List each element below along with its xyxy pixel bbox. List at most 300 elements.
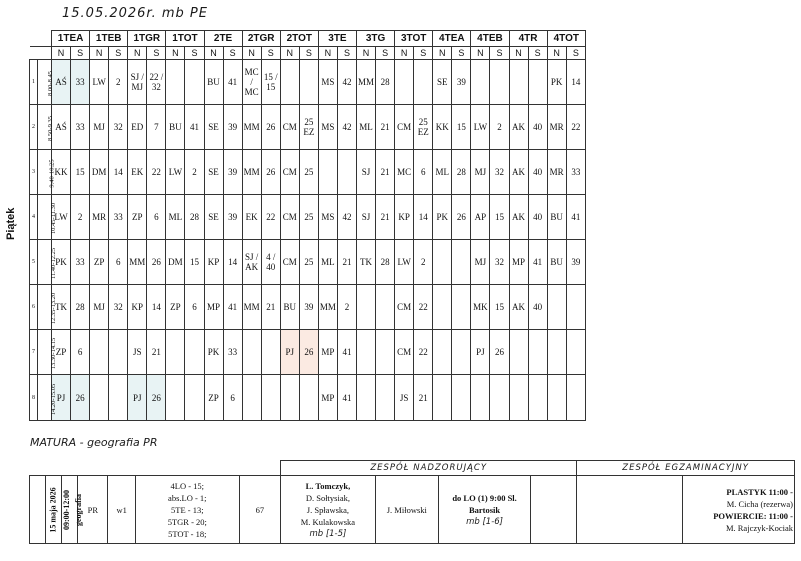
room-cell: 15 [490, 285, 509, 330]
room-cell: 15 / 15 [261, 60, 280, 105]
room-cell: 15 [185, 240, 204, 285]
schedule-row [30, 195, 586, 240]
room-cell: 26 [299, 330, 318, 375]
room-cell: 39 [223, 195, 242, 240]
room-cell: 40 [528, 195, 547, 240]
room-cell: 25 EZ [414, 105, 433, 150]
room-cell: 42 [337, 60, 356, 105]
room-cell: 33 [223, 330, 242, 375]
lesson-time: 13.30-14.15 [38, 330, 52, 375]
sub-header: S [299, 47, 318, 60]
room-cell: 41 [566, 195, 585, 240]
teacher-cell: AP [471, 195, 490, 240]
room-cell: 33 [109, 195, 128, 240]
room-cell: 14 [109, 150, 128, 195]
class-header: 3TG [357, 31, 395, 47]
room-cell: 41 [337, 375, 356, 421]
teacher-cell: ML [433, 150, 452, 195]
schedule-row [30, 285, 586, 330]
room-cell [185, 375, 204, 421]
teacher-cell [471, 375, 490, 421]
room-cell: 41 [223, 60, 242, 105]
room-cell: 4 / 40 [261, 240, 280, 285]
teacher-cell: PJ [280, 330, 299, 375]
teacher-cell: LW [395, 240, 414, 285]
room-cell: 22 [147, 150, 166, 195]
exam-notes: PLASTYK 11:00 - M. Cicha (rezerwa) POWIERCIE: 11:00 - M. Rajczyk-Kociak [683, 476, 795, 544]
teacher-cell: ML [166, 195, 185, 240]
room-cell: 32 [490, 150, 509, 195]
room-cell: 21 [376, 105, 395, 150]
room-cell [528, 330, 547, 375]
room-cell: 26 [71, 375, 90, 421]
room-cell: 22 [566, 105, 585, 150]
sub-header: N [318, 47, 337, 60]
room-cell: 39 [299, 285, 318, 330]
room-cell: 21 [261, 285, 280, 330]
sub-header: N [357, 47, 376, 60]
room-cell: 25 EZ [299, 105, 318, 150]
room-cell: 32 [490, 240, 509, 285]
room-cell: 39 [223, 105, 242, 150]
room-cell: 40 [528, 285, 547, 330]
teacher-cell: JS [128, 330, 147, 375]
teacher-cell [547, 375, 566, 421]
teacher-cell: CM [395, 285, 414, 330]
teacher-cell: PJ [471, 330, 490, 375]
sub-header: S [414, 47, 433, 60]
class-header: 1TGR [128, 31, 166, 47]
sub-header: N [395, 47, 414, 60]
exam-date: 15 maja 2026 [30, 476, 46, 544]
room-cell: 6 [147, 195, 166, 240]
room-cell: 40 [528, 150, 547, 195]
schedule-row [30, 60, 586, 105]
sub-header: N [471, 47, 490, 60]
class-header: 3TE [318, 31, 356, 47]
teacher-cell: MC [395, 150, 414, 195]
teacher-cell: SJ / MJ [128, 60, 147, 105]
teacher-cell [395, 60, 414, 105]
teacher-cell [433, 375, 452, 421]
teacher-cell: MR [90, 195, 109, 240]
teacher-cell: CM [395, 105, 414, 150]
exam-subject: geografia [62, 476, 78, 544]
teacher-cell: KP [204, 240, 223, 285]
room-cell [566, 330, 585, 375]
lesson-number: 4 [30, 195, 38, 240]
teacher-cell: PK [52, 240, 71, 285]
sub-header: S [185, 47, 204, 60]
teacher-cell: MR [547, 150, 566, 195]
room-cell [528, 60, 547, 105]
room-cell: 6 [223, 375, 242, 421]
room-cell: 41 [528, 240, 547, 285]
room-cell: 26 [490, 330, 509, 375]
teacher-cell: PK [433, 195, 452, 240]
room-cell: 2 [337, 285, 356, 330]
teacher-cell: PK [204, 330, 223, 375]
room-cell: 41 [223, 285, 242, 330]
room-cell: 39 [452, 60, 471, 105]
sub-header: N [433, 47, 452, 60]
exam-groups: 4LO - 15; abs.LO - 1; 5TE - 13; 5TGR - 20; 5TOT - 18; [135, 476, 239, 544]
room-cell: 28 [452, 150, 471, 195]
room-cell: 6 [185, 285, 204, 330]
lesson-time: 12.35-13.20 [38, 285, 52, 330]
teacher-cell [166, 330, 185, 375]
sub-header: N [52, 47, 71, 60]
room-cell: 33 [71, 105, 90, 150]
lesson-time: 9.40-10.25 [38, 150, 52, 195]
teacher-cell: MM [318, 285, 337, 330]
schedule-table [29, 30, 586, 421]
room-cell: 25 [299, 195, 318, 240]
teacher-cell: ED [128, 105, 147, 150]
sub-header: N [128, 47, 147, 60]
teacher-cell: CM [395, 330, 414, 375]
sub-header: S [337, 47, 356, 60]
schedule-row [30, 105, 586, 150]
teacher-cell: EK [128, 150, 147, 195]
teacher-cell [242, 375, 261, 421]
teacher-cell: JS [395, 375, 414, 421]
teacher-cell: LW [166, 150, 185, 195]
room-cell [376, 330, 395, 375]
room-cell: 14 [566, 60, 585, 105]
room-cell: 21 [414, 375, 433, 421]
teacher-cell: ZP [52, 330, 71, 375]
teacher-cell: MS [318, 105, 337, 150]
teacher-cell: LW [90, 60, 109, 105]
teacher-cell [547, 330, 566, 375]
class-header: 1TEA [52, 31, 90, 47]
teacher-cell: SJ [357, 195, 376, 240]
teacher-cell [90, 375, 109, 421]
schedule-row [30, 375, 586, 421]
teacher-cell: MM [242, 150, 261, 195]
room-cell: 40 [528, 105, 547, 150]
lesson-number: 5 [30, 240, 38, 285]
class-header: 2TGR [242, 31, 280, 47]
exam-time: 09:00-12:00 [46, 476, 62, 544]
room-cell: 2 [414, 240, 433, 285]
header-note: 15.05.2026r. mb PE [62, 6, 208, 21]
teacher-cell: ZP [90, 240, 109, 285]
teacher-cell [242, 330, 261, 375]
teacher-cell [357, 375, 376, 421]
teacher-cell: KK [52, 150, 71, 195]
room-cell: 21 [337, 240, 356, 285]
lesson-number: 6 [30, 285, 38, 330]
teacher-cell [280, 375, 299, 421]
teacher-cell [166, 375, 185, 421]
room-cell [261, 330, 280, 375]
room-cell: 15 [71, 150, 90, 195]
teacher-cell: LW [52, 195, 71, 240]
room-cell: 25 [299, 150, 318, 195]
sub-header: N [242, 47, 261, 60]
teacher-cell: SE [433, 60, 452, 105]
teacher-cell: MJ [90, 285, 109, 330]
sub-header: N [509, 47, 528, 60]
class-header: 1TOT [166, 31, 204, 47]
lesson-number: 8 [30, 375, 38, 421]
teacher-cell: BU [204, 60, 223, 105]
teacher-cell: SJ / AK [242, 240, 261, 285]
room-cell: 42 [337, 105, 356, 150]
teacher-cell: AK [509, 105, 528, 150]
teacher-cell: SJ [357, 150, 376, 195]
room-cell: 41 [337, 330, 356, 375]
teacher-cell: KP [128, 285, 147, 330]
room-cell: 22 [414, 285, 433, 330]
lesson-time: 8.50-9.35 [38, 105, 52, 150]
room-cell: 22 [261, 195, 280, 240]
teacher-cell: CM [280, 105, 299, 150]
room-cell [414, 60, 433, 105]
teacher-cell: MK [471, 285, 490, 330]
day-label: Piątek [5, 207, 17, 240]
teacher-cell [166, 60, 185, 105]
lesson-number: 1 [30, 60, 38, 105]
teacher-cell: DM [90, 150, 109, 195]
schedule-row [30, 240, 586, 285]
sub-header: N [547, 47, 566, 60]
teacher-cell: MJ [471, 240, 490, 285]
room-cell: 6 [71, 330, 90, 375]
teacher-cell: LW [471, 105, 490, 150]
room-cell: 2 [109, 60, 128, 105]
teacher-cell: MP [509, 240, 528, 285]
room-cell: 39 [566, 240, 585, 285]
teacher-cell: MP [204, 285, 223, 330]
exam-table [29, 460, 795, 544]
exam-formula: w1 [108, 476, 136, 544]
teacher-cell [280, 60, 299, 105]
room-cell: 42 [337, 195, 356, 240]
teacher-cell: CM [280, 195, 299, 240]
room-cell: 22 / 32 [147, 60, 166, 105]
sub-header: N [280, 47, 299, 60]
room-cell [528, 375, 547, 421]
room-cell: 25 [299, 240, 318, 285]
teacher-cell: TK [357, 240, 376, 285]
teacher-cell: MP [318, 375, 337, 421]
teacher-cell: AK [509, 285, 528, 330]
lesson-time: 11.40-12.25 [38, 240, 52, 285]
teacher-cell [509, 60, 528, 105]
teacher-cell: PK [547, 60, 566, 105]
class-header: 4TR [509, 31, 547, 47]
class-header: 2TE [204, 31, 242, 47]
room-cell [299, 375, 318, 421]
teacher-cell: AŚ [52, 60, 71, 105]
sub-header: S [71, 47, 90, 60]
teacher-cell: CM [280, 150, 299, 195]
sub-header: N [166, 47, 185, 60]
room-cell: 6 [414, 150, 433, 195]
teacher-cell: EK [242, 195, 261, 240]
examining-team-header: ZESPÓŁ EGZAMINACYJNY [577, 461, 795, 476]
room-cell: 21 [376, 150, 395, 195]
room-cell: 6 [109, 240, 128, 285]
exam-member: J. Miłowski [375, 476, 438, 544]
class-header: 3TOT [395, 31, 433, 47]
teacher-cell: MC / MC [242, 60, 261, 105]
teacher-cell: BU [280, 285, 299, 330]
teacher-cell: MM [128, 240, 147, 285]
sub-header: S [376, 47, 395, 60]
teacher-cell: MM [357, 60, 376, 105]
exam-level: PR [78, 476, 108, 544]
teacher-cell: ML [357, 105, 376, 150]
teacher-cell: CM [280, 240, 299, 285]
class-header: 2TOT [280, 31, 318, 47]
room-cell: 26 [261, 105, 280, 150]
teacher-cell [357, 330, 376, 375]
teacher-cell: AŚ [52, 105, 71, 150]
teacher-cell: MJ [471, 150, 490, 195]
teacher-cell [357, 285, 376, 330]
room-cell: 26 [452, 195, 471, 240]
teacher-cell: MJ [90, 105, 109, 150]
room-cell: 14 [147, 285, 166, 330]
room-cell: 28 [376, 240, 395, 285]
room-cell [109, 330, 128, 375]
teacher-cell [433, 240, 452, 285]
sub-header: S [147, 47, 166, 60]
sub-header: S [261, 47, 280, 60]
room-cell: 2 [71, 195, 90, 240]
teacher-cell: MP [318, 330, 337, 375]
room-cell [452, 240, 471, 285]
room-cell [109, 375, 128, 421]
matura-note: MATURA - geografia PR [30, 436, 158, 449]
room-cell [261, 375, 280, 421]
lesson-time: 14.20-15.05 [38, 375, 52, 421]
room-cell: 2 [490, 105, 509, 150]
schedule-row [30, 150, 586, 195]
room-cell: 26 [147, 240, 166, 285]
room-cell [490, 60, 509, 105]
room-cell: 2 [185, 150, 204, 195]
teacher-cell: ML [318, 240, 337, 285]
room-cell [299, 60, 318, 105]
lesson-number: 7 [30, 330, 38, 375]
lesson-number: 2 [30, 105, 38, 150]
exam-supervisors: L. Tomczyk, D. Sołtysiak, J. Spławska, M. Kulakowska mb [1-5] [281, 476, 375, 544]
teacher-cell: AK [509, 150, 528, 195]
lesson-time: 8.00-8.45 [38, 60, 52, 105]
teacher-cell: ZP [128, 195, 147, 240]
room-cell: 39 [223, 150, 242, 195]
teacher-cell [90, 330, 109, 375]
teacher-cell: AK [509, 195, 528, 240]
room-cell: 22 [414, 330, 433, 375]
class-header: 4TEB [471, 31, 509, 47]
teacher-cell: DM [166, 240, 185, 285]
teacher-cell [509, 375, 528, 421]
sub-header: S [528, 47, 547, 60]
room-cell: 14 [223, 240, 242, 285]
room-cell: 28 [71, 285, 90, 330]
lesson-number: 3 [30, 150, 38, 195]
sub-header: S [109, 47, 128, 60]
lesson-time: 10.45-11.30 [38, 195, 52, 240]
teacher-cell: PJ [52, 375, 71, 421]
teacher-cell: MM [242, 105, 261, 150]
teacher-cell [433, 330, 452, 375]
supervising-team-header: ZESPÓŁ NADZORUJĄCY [281, 461, 577, 476]
room-cell: 21 [147, 330, 166, 375]
teacher-cell: BU [166, 105, 185, 150]
room-cell [566, 285, 585, 330]
teacher-cell: BU [547, 195, 566, 240]
sub-header: S [223, 47, 242, 60]
room-cell: 14 [414, 195, 433, 240]
schedule-row [30, 330, 586, 375]
room-cell: 26 [147, 375, 166, 421]
teacher-cell: SE [204, 105, 223, 150]
room-cell: 33 [566, 150, 585, 195]
teacher-cell: MS [318, 60, 337, 105]
room-cell [185, 60, 204, 105]
room-cell [185, 330, 204, 375]
room-cell [452, 330, 471, 375]
teacher-cell [509, 330, 528, 375]
room-cell: 33 [71, 60, 90, 105]
teacher-cell [433, 285, 452, 330]
room-cell [376, 375, 395, 421]
room-cell: 7 [147, 105, 166, 150]
class-header: 4TEA [433, 31, 471, 47]
room-cell [490, 375, 509, 421]
room-cell [337, 150, 356, 195]
room-cell [452, 285, 471, 330]
teacher-cell: ZP [166, 285, 185, 330]
class-header: 4TOT [547, 31, 585, 47]
teacher-cell: PJ [128, 375, 147, 421]
room-cell: 33 [71, 240, 90, 285]
teacher-cell [547, 285, 566, 330]
sub-header: S [566, 47, 585, 60]
sub-header: N [204, 47, 223, 60]
class-header: 1TEB [90, 31, 128, 47]
teacher-cell: KK [433, 105, 452, 150]
room-cell: 28 [376, 60, 395, 105]
exam-count: 67 [239, 476, 281, 544]
teacher-cell [471, 60, 490, 105]
teacher-cell: MR [547, 105, 566, 150]
room-cell [452, 375, 471, 421]
teacher-cell [318, 150, 337, 195]
teacher-cell: MM [242, 285, 261, 330]
room-cell: 28 [185, 195, 204, 240]
room-cell: 32 [109, 285, 128, 330]
room-cell [376, 285, 395, 330]
sub-header: N [90, 47, 109, 60]
teacher-cell: MS [318, 195, 337, 240]
room-cell: 15 [452, 105, 471, 150]
teacher-cell: SE [204, 195, 223, 240]
room-cell: 32 [109, 105, 128, 150]
exam-room: do LO (1) 9:00 Sl. Bartosik mb [1-6] [438, 476, 530, 544]
teacher-cell: TK [52, 285, 71, 330]
room-cell [566, 375, 585, 421]
room-cell: 21 [376, 195, 395, 240]
room-cell: 26 [261, 150, 280, 195]
